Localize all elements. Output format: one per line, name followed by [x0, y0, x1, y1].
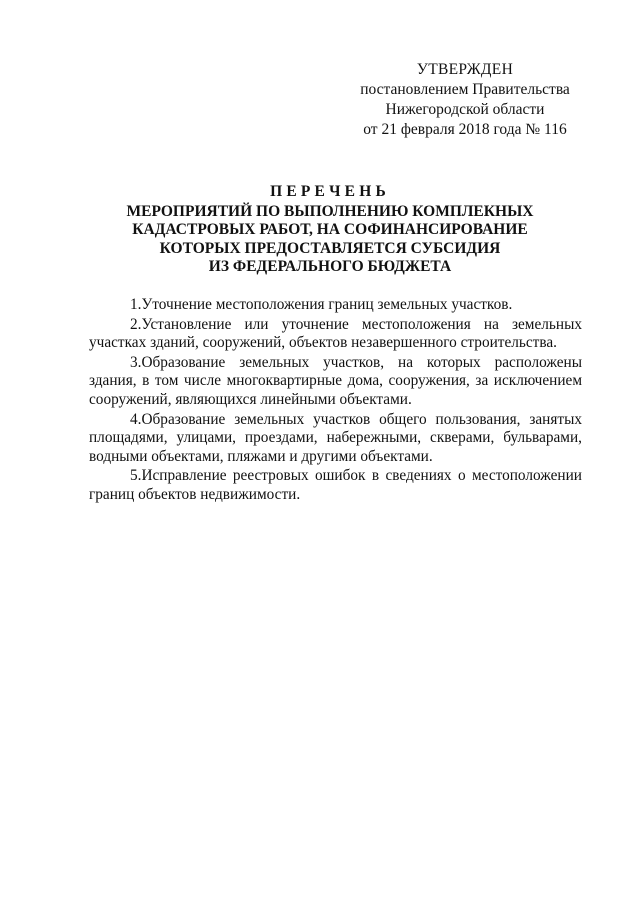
title-line-1: МЕРОПРИЯТИЙ ПО ВЫПОЛНЕНИЮ КОМПЛЕКНЫХ: [126, 202, 534, 220]
title-heading: ПЕРЕЧЕНЬ: [270, 183, 390, 200]
approval-date-number: от 21 февраля 2018 года № 116: [363, 121, 567, 138]
measures-list: [89, 296, 582, 506]
list-item: 3.Образование земельных участков, на которых расположены здания, в том числе многоквартирные дома, сооружения, за исключением сооружений, являющихся линейными объектами.: [89, 353, 582, 408]
approval-authority: постановлением Правительства: [360, 81, 570, 98]
list-item: 1.Уточнение местоположения границ земельных участков.: [130, 296, 513, 313]
approval-region: Нижегородской области: [385, 101, 545, 118]
document-title: [70, 183, 590, 277]
approval-stamp: [330, 60, 600, 140]
list-item: 4.Образование земельных участков общего пользования, занятых площадями, улицами, проездами, набережными, скверами, бульварами, водными объектами, пляжами и другими объектами.: [89, 410, 582, 465]
title-line-2: КАДАСТРОВЫХ РАБОТ, НА СОФИНАНСИРОВАНИЕ: [132, 221, 528, 238]
title-line-4: ИЗ ФЕДЕРАЛЬНОГО БЮДЖЕТА: [208, 258, 452, 275]
title-line-3: КОТОРЫХ ПРЕДОСТАВЛЯЕТСЯ СУБСИДИЯ: [159, 239, 501, 257]
list-item: 5.Исправление реестровых ошибок в сведениях о местоположении границ объектов недвижимости.: [89, 467, 582, 503]
list-item: 2.Установление или уточнение местоположения на земельных участках зданий, сооружений, объектов незавершенного строительства.: [89, 315, 582, 352]
approval-status: УТВЕРЖДЕН: [416, 61, 514, 78]
